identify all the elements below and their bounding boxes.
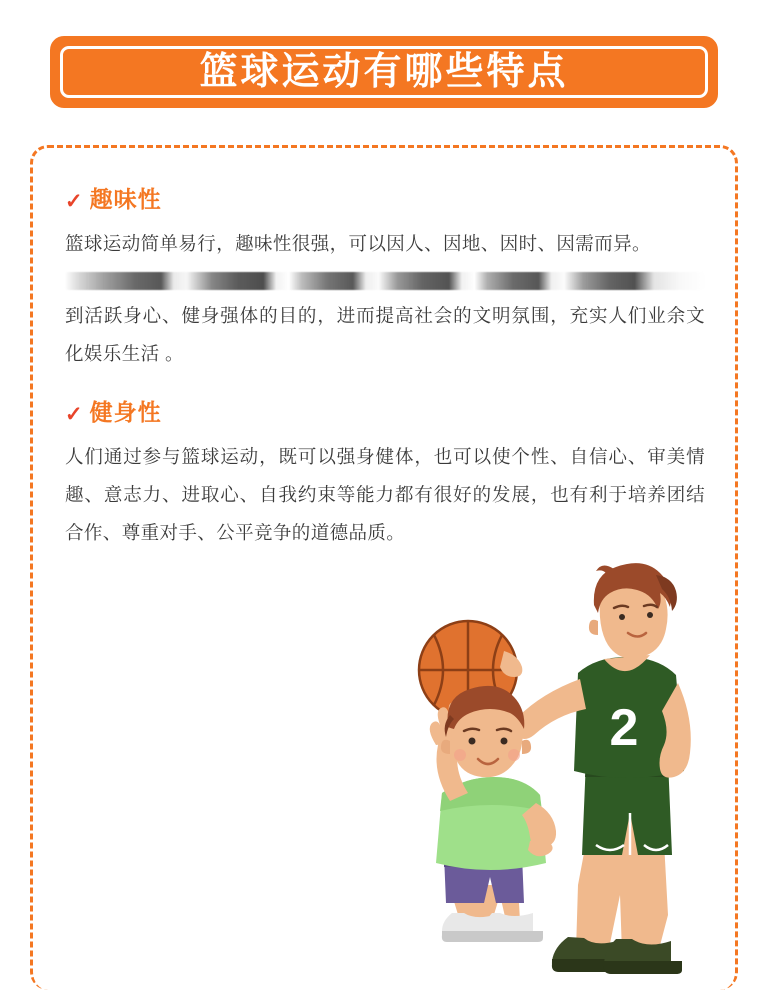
section-fun-title: 趣味性 <box>89 186 162 212</box>
section-fitness-heading <box>65 401 705 424</box>
section-fun-paragraph-1: 篮球运动简单易行，趣味性很强，可以因人、因地、因时、因需而异。 <box>65 233 651 254</box>
page-title: 篮球运动有哪些特点 <box>199 51 569 93</box>
page-header <box>50 36 718 108</box>
section-fun-paragraph-2: 到活跃身心、健身强体的目的，进而提高社会的文明氛围，充实人们业余文化娱乐生活 。 <box>65 305 705 364</box>
title-banner-inner-border <box>60 46 708 98</box>
check-mark-icon: ✓ <box>65 190 83 213</box>
section-fun <box>65 188 705 373</box>
section-spacer <box>65 379 705 401</box>
section-fitness <box>65 401 705 552</box>
section-fitness-title: 健身性 <box>89 399 162 425</box>
redacted-text-bar <box>65 272 705 290</box>
title-banner <box>50 36 718 108</box>
basketball-players-illustration <box>400 555 740 990</box>
section-fun-heading <box>65 188 705 211</box>
section-fitness-paragraph-1: 人们通过参与篮球运动，既可以强身健体，也可以使个性、自信心、审美情趣、意志力、进取心、自我约束等能力都有很好的发展，也有利于培养团结合作、尊重对手、公平竞争的道德品质。 <box>65 446 705 543</box>
jersey-number: 2 <box>609 699 639 757</box>
check-mark-icon: ✓ <box>65 403 83 426</box>
